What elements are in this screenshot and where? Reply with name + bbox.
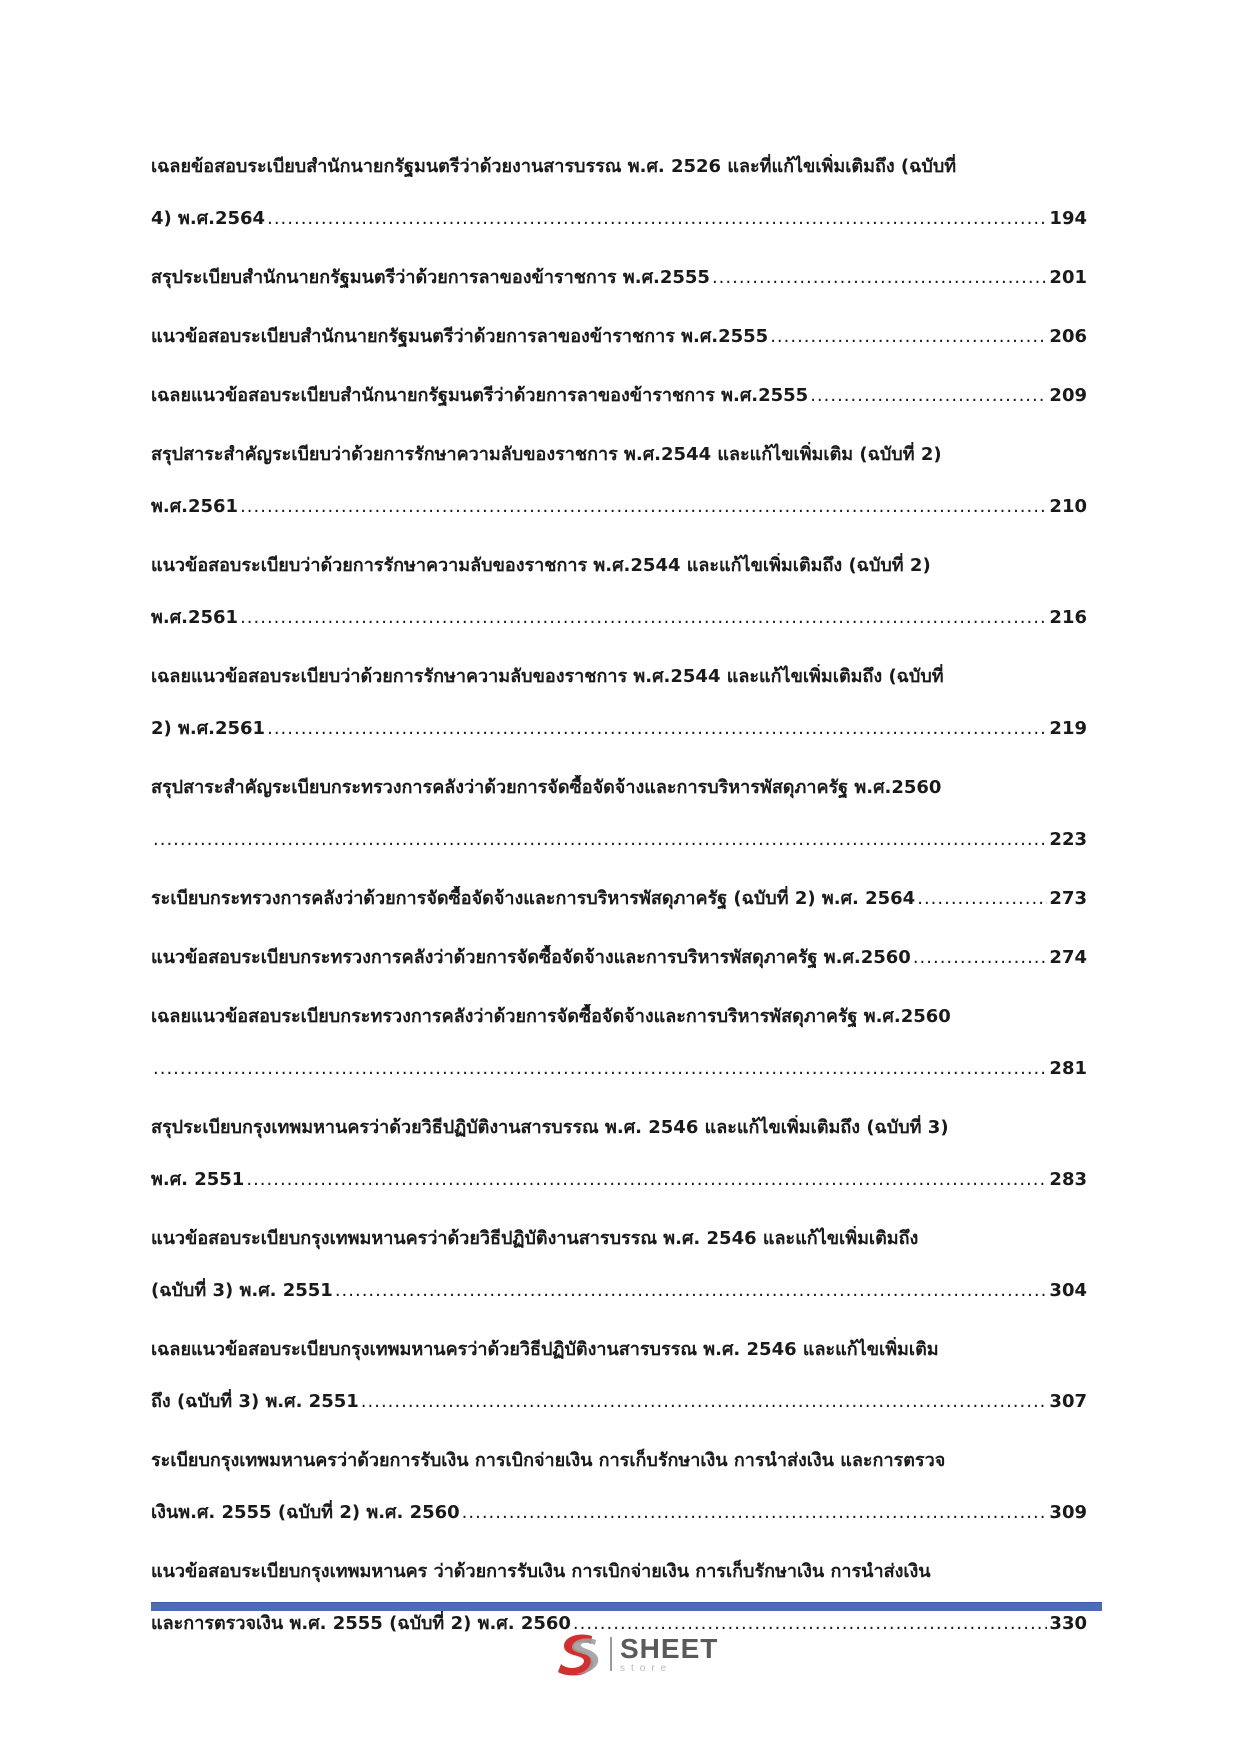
dot-leader: [267, 716, 1047, 742]
toc-entry-leader-line: [151, 1389, 1087, 1415]
dot-leader: [810, 383, 1047, 409]
toc-entry-title-line: สรุปสาระสำคัญระเบียบว่าด้วยการรักษาความลับของราชการ พ.ศ.2544 และแก้ไขเพิ่มเติม (ฉบับที่ 2): [151, 444, 942, 465]
dot-leader: [246, 1167, 1047, 1193]
toc-page-number: 274: [1049, 947, 1087, 968]
dot-leader: [153, 827, 1047, 853]
toc-entry[interactable]: [151, 886, 1087, 912]
toc-entry[interactable]: [151, 154, 1087, 232]
toc-entry-title-line: สรุประเบียบกรุงเทพมหานครว่าด้วยวิธีปฏิบัติงานสารบรรณ พ.ศ. 2546 และแก้ไขเพิ่มเติมถึง (ฉบับที่ 3): [151, 1117, 949, 1138]
toc-entry-title: และการตรวจเงิน พ.ศ. 2555 (ฉบับที่ 2) พ.ศ. 2560: [151, 1613, 571, 1634]
toc-entry[interactable]: [151, 664, 1087, 742]
toc-entry-leader-line: [151, 1056, 1087, 1082]
toc-entry-title-line: แนวข้อสอบระเบียบว่าด้วยการรักษาความลับของราชการ พ.ศ.2544 และแก้ไขเพิ่มเติมถึง (ฉบับที่ 2): [151, 555, 931, 576]
toc-entry[interactable]: [151, 383, 1087, 409]
toc-entry-leader-line: [151, 265, 1087, 291]
toc-entry-leader-line: [151, 1167, 1087, 1193]
logo-subword: store: [620, 1662, 673, 1674]
toc-entry[interactable]: [151, 1337, 1087, 1415]
toc-entry[interactable]: [151, 1004, 1087, 1082]
toc-entry-title-line: สรุปสาระสำคัญระเบียบกระทรวงการคลังว่าด้วยการจัดซื้อจัดจ้างและการบริหารพัสดุภาครัฐ พ.ศ.2560: [151, 777, 942, 798]
toc-page-number: 210: [1049, 496, 1087, 517]
toc-entry-leader-line: [151, 1500, 1087, 1526]
toc-page-number: 273: [1049, 888, 1087, 909]
dot-leader: [153, 1056, 1047, 1082]
toc-entry[interactable]: [151, 775, 1087, 853]
toc-page-number: 219: [1049, 718, 1087, 739]
toc-page-number: 201: [1049, 267, 1087, 288]
toc-page-number: 309: [1049, 1502, 1087, 1523]
toc-entry-title: ถึง (ฉบับที่ 3) พ.ศ. 2551: [151, 1391, 359, 1412]
toc-page-number: 281: [1049, 1058, 1087, 1079]
toc-entry[interactable]: [151, 945, 1087, 971]
dot-leader: [913, 945, 1048, 971]
toc-entry-title: แนวข้อสอบระเบียบสำนักนายกรัฐมนตรีว่าด้วยการลาของข้าราชการ พ.ศ.2555: [151, 326, 769, 347]
toc-entry[interactable]: [151, 265, 1087, 291]
toc-entry-title-line: เฉลยแนวข้อสอบระเบียบกรุงเทพมหานครว่าด้วยวิธีปฏิบัติงานสารบรรณ พ.ศ. 2546 และแก้ไขเพิ่มเติม: [151, 1339, 939, 1360]
table-of-contents: [151, 154, 1087, 1670]
toc-entry-leader-line: [151, 886, 1087, 912]
toc-entry-leader-line: [151, 1278, 1087, 1304]
sheet-store-logo-icon: [552, 1628, 604, 1680]
toc-entry[interactable]: [151, 324, 1087, 350]
toc-entry-leader-line: [151, 945, 1087, 971]
toc-entry-title-line: แนวข้อสอบระเบียบกรุงเทพมหานครว่าด้วยวิธีปฏิบัติงานสารบรรณ พ.ศ. 2546 และแก้ไขเพิ่มเติมถึง: [151, 1228, 919, 1249]
toc-entry-title: เงินพ.ศ. 2555 (ฉบับที่ 2) พ.ศ. 2560: [151, 1502, 460, 1523]
toc-entry[interactable]: [151, 1448, 1087, 1526]
toc-entry-title-line: เฉลยแนวข้อสอบระเบียบกระทรวงการคลังว่าด้วยการจัดซื้อจัดจ้างและการบริหารพัสดุภาครัฐ พ.ศ.2560: [151, 1006, 951, 1027]
logo-word: SHEET: [620, 1632, 719, 1664]
sheet-store-logo[interactable]: [552, 1628, 718, 1680]
logo-text: [620, 1632, 719, 1674]
dot-leader: [267, 206, 1047, 232]
toc-entry-leader-line: [151, 827, 1087, 853]
dot-leader: [712, 265, 1047, 291]
toc-entry[interactable]: [151, 553, 1087, 631]
toc-entry-title-line: แนวข้อสอบระเบียบกรุงเทพมหานคร ว่าด้วยการรับเงิน การเบิกจ่ายเงิน การเก็บรักษาเงิน การนำส่งเงิน: [151, 1561, 931, 1582]
dot-leader: [240, 494, 1047, 520]
toc-entry-leader-line: [151, 494, 1087, 520]
toc-entry-title-line: เฉลยข้อสอบระเบียบสำนักนายกรัฐมนตรีว่าด้วยงานสารบรรณ พ.ศ. 2526 และที่แก้ไขเพิ่มเติมถึง (ฉบับที่: [151, 156, 957, 177]
toc-page-number: 330: [1049, 1613, 1087, 1634]
toc-entry-title-line: เฉลยแนวข้อสอบระเบียบว่าด้วยการรักษาความลับของราชการ พ.ศ.2544 และแก้ไขเพิ่มเติมถึง (ฉบับที่: [151, 666, 944, 687]
footer-rule: [151, 1602, 1102, 1611]
dot-leader: [462, 1500, 1048, 1526]
toc-entry[interactable]: [151, 1115, 1087, 1193]
toc-entry-title: ระเบียบกระทรวงการคลังว่าด้วยการจัดซื้อจัดจ้างและการบริหารพัสดุภาครัฐ (ฉบับที่ 2) พ.ศ. 2564: [151, 888, 916, 909]
toc-entry-leader-line: [151, 324, 1087, 350]
toc-entry[interactable]: [151, 1226, 1087, 1304]
toc-entry-title: พ.ศ.2561: [151, 496, 239, 517]
toc-page-number: 304: [1049, 1280, 1087, 1301]
toc-entry-title: พ.ศ.2561: [151, 607, 239, 628]
toc-entry-leader-line: [151, 716, 1087, 742]
toc-page-number: 223: [1049, 829, 1087, 850]
toc-page-number: 283: [1049, 1169, 1087, 1190]
toc-page-number: 206: [1049, 326, 1087, 347]
toc-entry-title: แนวข้อสอบระเบียบกระทรวงการคลังว่าด้วยการจัดซื้อจัดจ้างและการบริหารพัสดุภาครัฐ พ.ศ.2560: [151, 947, 911, 968]
toc-entry-title: สรุประเบียบสำนักนายกรัฐมนตรีว่าด้วยการลาของข้าราชการ พ.ศ.2555: [151, 267, 710, 288]
toc-entry-leader-line: [151, 605, 1087, 631]
toc-page-number: 209: [1049, 385, 1087, 406]
toc-entry-title: (ฉบับที่ 3) พ.ศ. 2551: [151, 1280, 333, 1301]
logo-separator: [610, 1637, 612, 1671]
dot-leader: [770, 324, 1047, 350]
dot-leader: [917, 886, 1047, 912]
toc-entry-title: 2) พ.ศ.2561: [151, 718, 266, 739]
toc-entry-title-line: ระเบียบกรุงเทพมหานครว่าด้วยการรับเงิน การเบิกจ่ายเงิน การเก็บรักษาเงิน การนำส่งเงิน และการตรวจ: [151, 1450, 946, 1471]
toc-entry[interactable]: [151, 442, 1087, 520]
toc-entry[interactable]: [151, 1559, 1087, 1637]
toc-entry-title: 4) พ.ศ.2564: [151, 208, 266, 229]
toc-entry-title: เฉลยแนวข้อสอบระเบียบสำนักนายกรัฐมนตรีว่าด้วยการลาของข้าราชการ พ.ศ.2555: [151, 385, 809, 406]
dot-leader: [335, 1278, 1048, 1304]
dot-leader: [240, 605, 1047, 631]
toc-entry-title: พ.ศ. 2551: [151, 1169, 245, 1190]
dot-leader: [361, 1389, 1048, 1415]
toc-page-number: 307: [1049, 1391, 1087, 1412]
toc-page-number: 216: [1049, 607, 1087, 628]
toc-entry-leader-line: [151, 383, 1087, 409]
toc-entry-leader-line: [151, 206, 1087, 232]
toc-page-number: 194: [1049, 208, 1087, 229]
